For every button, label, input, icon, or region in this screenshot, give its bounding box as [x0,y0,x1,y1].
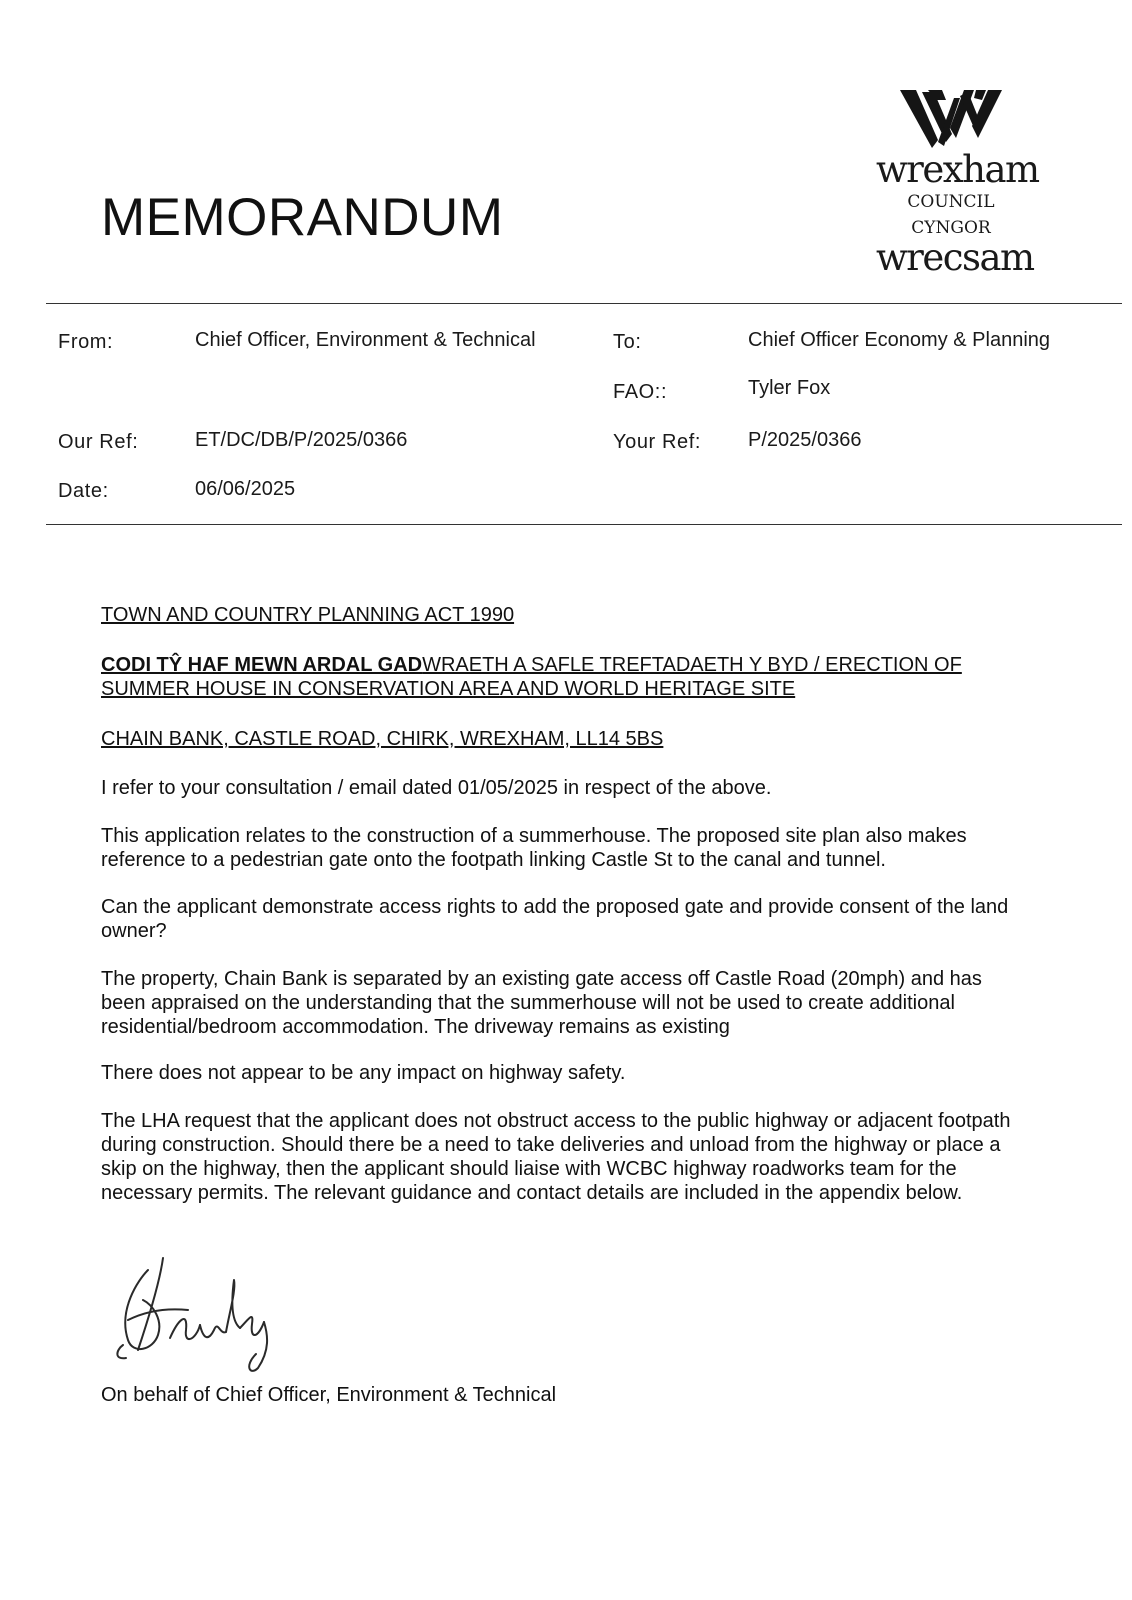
from-value: Chief Officer, Environment & Technical [195,329,536,351]
paragraph-highway-safety: There does not appear to be any impact on highway safety. [101,1062,626,1084]
handwritten-signature-icon [108,1250,288,1380]
paragraph-access-rights: Can the applicant demonstrate access rights to add the proposed gate and provide consent of the land owner? [101,896,1009,942]
page-title: MEMORANDUM [101,188,504,247]
fao-label: FAO:: [613,381,668,403]
date-label: Date: [58,480,109,502]
proposal-heading [101,653,1021,701]
signoff: On behalf of Chief Officer, Environment & Technical [101,1384,557,1406]
to-value: Chief Officer Economy & Planning [748,329,1051,351]
w-emblem-icon [876,88,1026,150]
logo-council-label: COUNCIL [907,192,995,212]
site-address: CHAIN BANK, CASTLE ROAD, CHIRK, WREXHAM, LL14 5BS [101,728,664,750]
fao-value: Tyler Fox [748,377,831,399]
paragraph-consultation: I refer to your consultation / email dated 01/05/2025 in respect of the above. [101,777,772,799]
paragraph-lha-request: The LHA request that the applicant does not obstruct access to the public highway or adjacent footpath during construction. Should there be a need to take deliveries and unload from the highway or place a skip on the highway, then the applicant should liaise with WCBC highway roadworks team for the necessary permits. The relevant guidance and contact details are included in the appendix below. [101,1110,1011,1204]
proposal-heading-rest: WRAETH A SAFLE TREFTADAETH Y BYD / ERECTION OF SUMMER HOUSE IN CONSERVATION AREA AND WORLD HERITAGE SITE [101,654,962,700]
signature [108,1250,288,1380]
logo-wordmark-english: wrexham [876,148,1039,191]
date-value: 06/06/2025 [195,478,296,500]
council-logo [876,88,1039,279]
from-label: From: [58,331,114,353]
header-divider-bottom [46,524,1122,525]
to-label: To: [613,331,642,353]
header-divider-top [46,303,1122,304]
logo-cyngor-label: CYNGOR [911,218,991,238]
your-ref-value: P/2025/0366 [748,429,862,451]
paragraph-property: The property, Chain Bank is separated by an existing gate access off Castle Road (20mph) and has been appraised on the understanding that the summerhouse will not be used to create additional residential/bedroom accommodation. The driveway remains as existing [101,968,982,1038]
our-ref-value: ET/DC/DB/P/2025/0366 [195,429,408,451]
logo-wordmark-welsh: wrecsam [876,236,1034,279]
our-ref-label: Our Ref: [58,431,139,453]
paragraph-application: This application relates to the construction of a summerhouse. The proposed site plan also makes reference to a pedestrian gate onto the footpath linking Castle St to the canal and tunnel. [101,825,967,871]
act-heading: TOWN AND COUNTRY PLANNING ACT 1990 [101,604,515,626]
proposal-heading-bold: CODI TŶ HAF MEWN ARDAL GAD [101,654,423,676]
your-ref-label: Your Ref: [613,431,702,453]
